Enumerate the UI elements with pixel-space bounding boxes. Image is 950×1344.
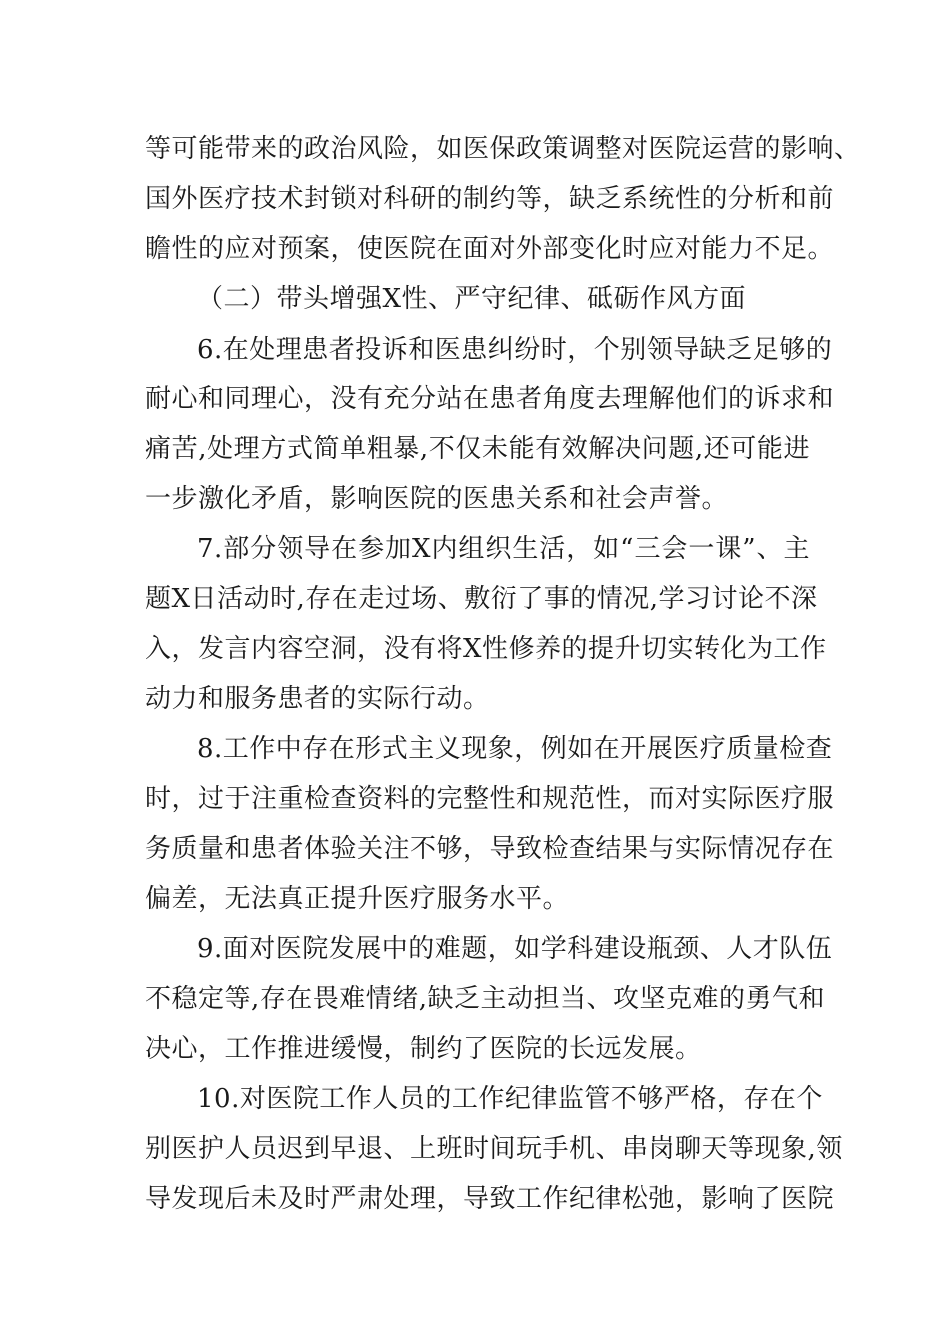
paragraph-line: 一步激化矛盾，影响医院的医患关系和社会声誉。 — [145, 484, 729, 514]
paragraph-line: 耐心和同理心，没有充分站在患者角度去理解他们的诉求和 — [145, 384, 835, 414]
section-heading: （二）带头增强X性、严守纪律、砥砺作风方面 — [197, 284, 747, 314]
paragraph-line: 不稳定等,存在畏难情绪,缺乏主动担当、攻坚克难的勇气和 — [145, 984, 826, 1014]
paragraph-line: 别医护人员迟到早退、上班时间玩手机、串岗聊天等现象,领 — [145, 1134, 843, 1164]
paragraph-line: 偏差，无法真正提升医疗服务水平。 — [145, 884, 570, 914]
paragraph-line: 导发现后未及时严肃处理，导致工作纪律松弛，影响了医院 — [145, 1184, 835, 1214]
paragraph-line: 决心，工作推进缓慢，制约了医院的长远发展。 — [145, 1034, 702, 1064]
paragraph-line: 时，过于注重检查资料的完整性和规范性，而对实际医疗服 — [145, 784, 835, 814]
paragraph-line: 等可能带来的政治风险，如医保政策调整对医院运营的影响、 — [145, 134, 861, 164]
paragraph-line: 10.对医院工作人员的工作纪律监管不够严格，存在个 — [197, 1084, 823, 1114]
paragraph-line: 瞻性的应对预案，使医院在面对外部变化时应对能力不足。 — [145, 234, 835, 264]
paragraph-line: 7.部分领导在参加X内组织生活，如“三会一课”、主 — [197, 534, 810, 564]
paragraph-line: 8.工作中存在形式主义现象，例如在开展医疗质量检查 — [197, 734, 833, 764]
paragraph-line: 务质量和患者体验关注不够，导致检查结果与实际情况存在 — [145, 834, 835, 864]
paragraph-line: 动力和服务患者的实际行动。 — [145, 684, 490, 714]
paragraph-line: 9.面对医院发展中的难题，如学科建设瓶颈、人才队伍 — [197, 934, 833, 964]
paragraph-line: 国外医疗技术封锁对科研的制约等，缺乏系统性的分析和前 — [145, 184, 835, 214]
paragraph-line: 6.在处理患者投诉和医患纠纷时，个别领导缺乏足够的 — [197, 335, 833, 365]
paragraph-line: 题X日活动时,存在走过场、敷衍了事的情况,学习讨论不深 — [145, 584, 818, 614]
paragraph-line: 入，发言内容空洞，没有将X性修养的提升切实转化为工作 — [145, 634, 827, 664]
paragraph-line: 痛苦,处理方式简单粗暴,不仅未能有效解决问题,还可能进 — [145, 434, 810, 464]
